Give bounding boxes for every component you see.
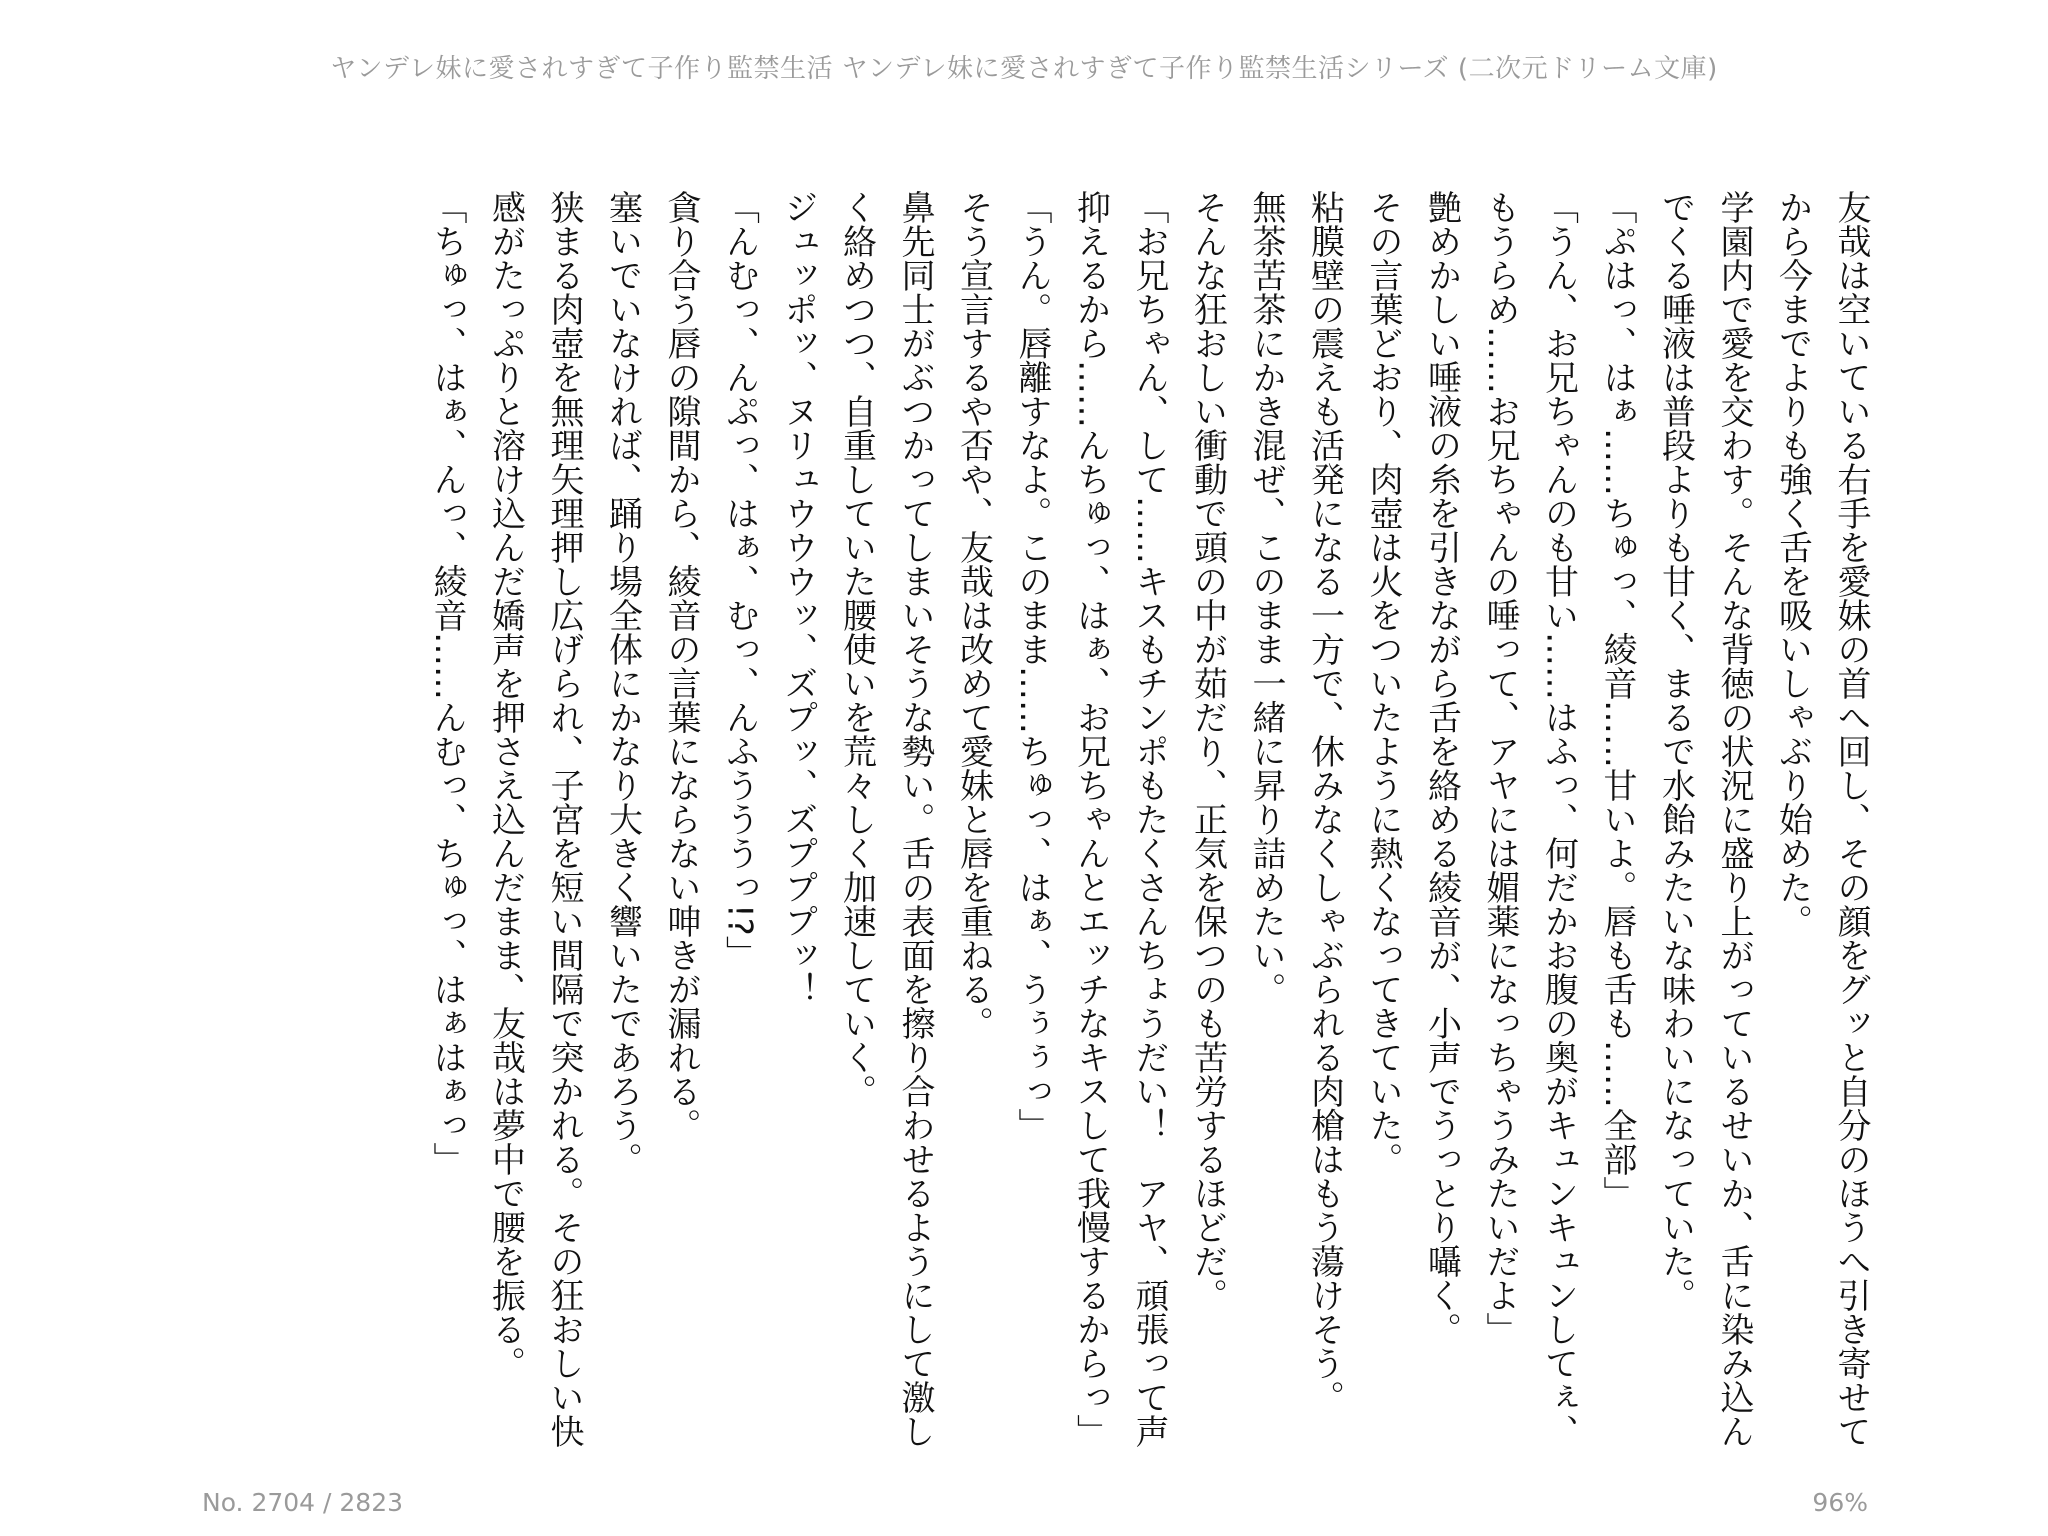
paragraph: ジュッポッ、ヌリュウウウッ、ズプッ、ズプププッ！ (778, 190, 818, 1006)
paragraph: その言葉どおり、肉壺は火をついたように熱くなってきていた。 (1363, 190, 1403, 1176)
progress-percent: 96% (1812, 1488, 1868, 1517)
paragraph: 鼻先同士がぶつかってしまいそうな勢い。舌の表面を擦り合わせるようにして激しく絡めつつ、自重していた腰使いを荒々しく加速していく。 (836, 190, 935, 1448)
paragraph: 貪り合う唇の隙間から、綾音の言葉にならない呻きが漏れる。 (661, 190, 701, 1142)
paragraph: 「ちゅっ、はぁ、んっ、綾音……んむっ、ちゅっ、はぁはぁっ」 (427, 190, 467, 1176)
paragraph: 「ぷはっ、はぁ……ちゅっ、綾音……甘いよ。唇も舌も……全部」 (1597, 190, 1637, 1210)
paragraph: 「うん。唇離すなよ。このまま……ちゅっ、はぁ、うぅぅっ」 (1012, 190, 1052, 1142)
paragraph: 「んむっ、んぷっ、はぁ、むっ、んふうううっ!?」 (719, 190, 760, 970)
paragraph: 「お兄ちゃん、して……キスもチンポもたくさんちょうだい！ アヤ、頑張って声抑えるから……んちゅっ、はぁ、お兄ちゃんとエッチなキスして我慢するからっ」 (1070, 190, 1169, 1448)
paragraph: 友哉は空いている右手を愛妹の首へ回し、その顔をグッと自分のほうへ引き寄せてから今までよりも強く舌を吸いしゃぶり始めた。 (1772, 190, 1871, 1448)
paragraph: 狭まる肉壺を無理矢理押し広げられ、子宮を短い間隔で突かれる。その狂おしい快感がたっぷりと溶け込んだ嬌声を押さえ込んだまま、友哉は夢中で腰を振る。 (485, 190, 584, 1448)
book-title: ヤンデレ妹に愛されすぎて子作り監禁生活 ヤンデレ妹に愛されすぎて子作り監禁生活シリーズ (二次元ドリーム文庫) (330, 54, 1718, 84)
paragraph: そんな狂おしい衝動で頭の中が茹だり、正気を保つのも苦労するほどだ。 (1187, 190, 1228, 1312)
paragraph: そう宣言するや否や、友哉は改めて愛妹と唇を重ねる。 (953, 190, 994, 1040)
paragraph: 「うん、お兄ちゃんのも甘い……はふっ、何だかお腹の奥がキュンキュンしてぇ、もうらめ……お兄ちゃんの唾って、アヤには媚薬になっちゃうみたいだよ」 (1480, 190, 1579, 1448)
paragraph: 無茶苦茶にかき混ぜ、このまま一緒に昇り詰めたい。 (1246, 190, 1286, 1006)
paragraph: 塞いでいなければ、踊り場全体にかなり大きく響いたであろう。 (602, 190, 643, 1176)
paragraph: 学園内で愛を交わす。そんな背徳の状況に盛り上がっているせいか、舌に染み込んでくる唾液は普段よりも甘く、まるで水飴みたいな味わいになっていた。 (1655, 190, 1754, 1448)
paragraph: 粘膜壁の震えも活発になる一方で、休みなくしゃぶられる肉槍はもう蕩けそう。 (1304, 190, 1345, 1414)
page-text (240, 190, 1880, 1470)
location-indicator: No. 2704 / 2823 (202, 1488, 404, 1517)
paragraph: 艶めかしい唾液の糸を引きながら舌を絡める綾音が、小声でうっとり囁く。 (1421, 190, 1462, 1346)
